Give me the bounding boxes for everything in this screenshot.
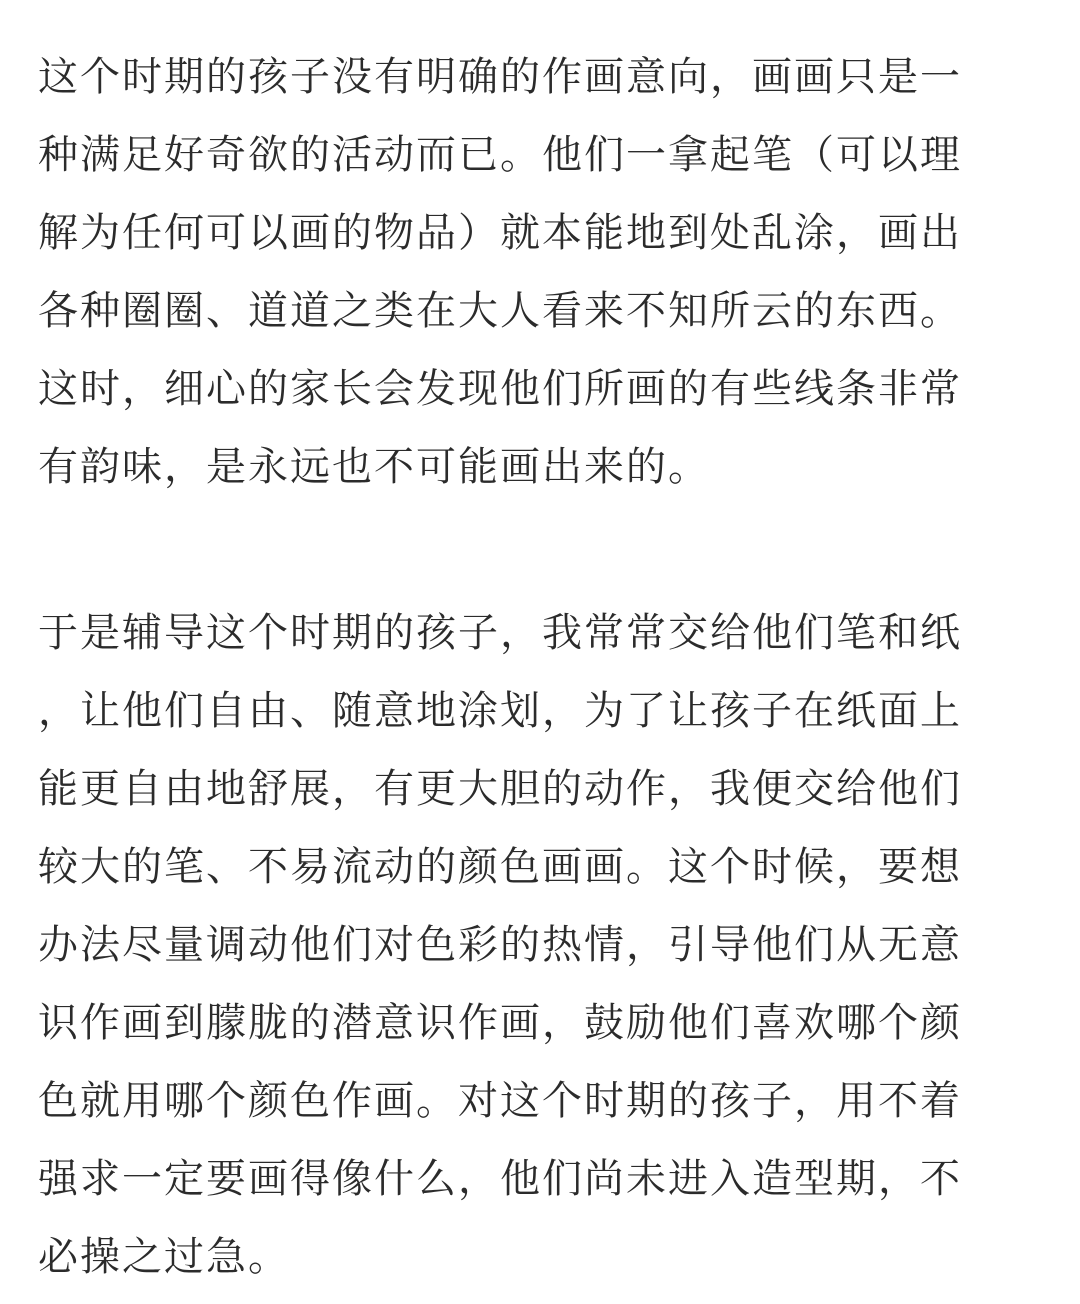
paragraph-2 [38, 602, 1048, 1304]
text-line: 这时，细心的家长会发现他们所画的有些线条非常 [38, 366, 962, 412]
paragraph-1 [38, 46, 1048, 514]
text-line: 必操之过急。 [38, 1234, 290, 1280]
text-line: 强求一定要画得像什么，他们尚未进入造型期，不 [38, 1156, 962, 1202]
text-line: 识作画到朦胧的潜意识作画，鼓励他们喜欢哪个颜 [38, 1000, 962, 1046]
text-line: 这个时期的孩子没有明确的作画意向，画画只是一 [38, 54, 962, 100]
text-line: 于是辅导这个时期的孩子，我常常交给他们笔和纸 [38, 610, 962, 656]
text-line: 解为任何可以画的物品）就本能地到处乱涂，画出 [38, 210, 962, 256]
text-line: 色就用哪个颜色作画。对这个时期的孩子，用不着 [38, 1078, 962, 1124]
text-line: 种满足好奇欲的活动而已。他们一拿起笔（可以理 [38, 132, 962, 178]
text-line: 办法尽量调动他们对色彩的热情，引导他们从无意 [38, 922, 962, 968]
text-line: 较大的笔、不易流动的颜色画画。这个时候，要想 [38, 844, 962, 890]
text-line: 有韵味，是永远也不可能画出来的。 [38, 444, 710, 490]
text-line: 能更自由地舒展，有更大胆的动作，我便交给他们 [38, 766, 962, 812]
article-body [38, 46, 1048, 1304]
text-line: ，让他们自由、随意地涂划，为了让孩子在纸面上 [38, 688, 962, 734]
text-line: 各种圈圈、道道之类在大人看来不知所云的东西。 [38, 288, 962, 334]
